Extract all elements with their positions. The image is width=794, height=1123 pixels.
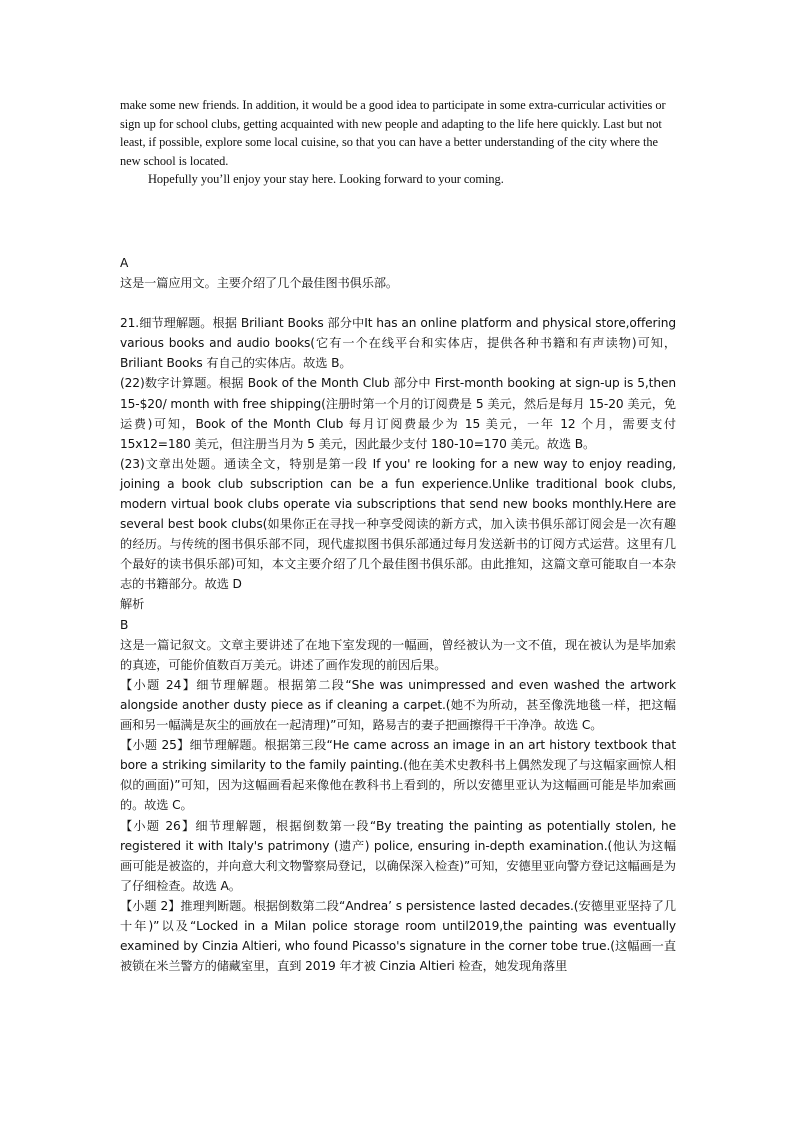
spacer (120, 293, 676, 313)
section-b-summary: 这是一篇记叙文。文章主要讲述了在地下室发现的一幅画，曾经被认为一文不值，现在被认为是毕加索的真迹，可能价值数百万美元。讲述了画作发现的前因后果。 (120, 637, 676, 672)
section-a-label: A (120, 255, 129, 270)
explanation-q23: (23)文章出处题。通读全文，特别是第一段 If you' re looking for a new way to enjoy reading, joining a book club subscription can be a fun experience.Unlike traditional book clubs, modern virtual book clubs operate via subscriptions that send new books monthly.Here are several best book clubs(如果你正在寻找一种享受阅读的新方式，加入读书俱乐部订阅会是一次有趣的经历。与传统的图书俱乐部不同，现代虚拟图书俱乐部通过每月发送新书的订阅方式运营。这里有几个最好的读书俱乐部)可知，本文主要介绍了几个最佳图书俱乐部。由此推知，这篇文章可能取自一本杂志的书籍部分。故选 D (120, 456, 676, 592)
section-a-summary: 这是一篇应用文。主要介绍了几个最佳图书俱乐部。 (120, 276, 399, 291)
section-b-label: B (120, 617, 129, 632)
document-body (120, 96, 676, 976)
letter-paragraph-1: make some new friends. In addition, it would be a good idea to participate in some extra-curricular activities or sign up for school clubs, getting acquainted with new people and adapting to the life here quickly. Last but not least, if possible, explore some local cuisine, so that you can have a better understanding of the city where the new school is located. (120, 98, 666, 168)
explanation-q27: 【小题 2】推理判断题。根据倒数第二段“Andrea’ s persistence lasted decades.(安德里亚坚持了几十年)”以及“Locked in a Milan police storage room until2019,the painting was eventually examined by Cinzia Altieri, who found Picasso's signature in the corner tobe true.(这幅画一直被锁在米兰警方的储藏室里，直到 2019 年才被 Cinzia Altieri 检查，她发现角落里 (120, 898, 676, 974)
explanation-q21: 21.细节理解题。根据 Briliant Books 部分中It has an online platform and physical store,offering various books and audio books(它有一个在线平台和实体店，提供各种书籍和有声读物)可知，Briliant Books 有自己的实体店。故选 B。 (120, 316, 676, 371)
explanation-q25: 【小题 25】细节理解题。根据第三段“He came across an image in an art history textbook that bore a striking similarity to the family painting.(他在美术史教科书上偶然发现了与这幅家画惊人相似的画面)”可知，因为这幅画看起来像他在教科书上看到的，所以安德里亚认为这幅画可能是毕加索画的。故选 C。 (120, 738, 676, 813)
explanation-q22: (22)数字计算题。根据 Book of the Month Club 部分中 First-month booking at sign-up is 5,then 15-$20/ month with free shipping(注册时第一个月的订阅费是 5 美元，然后是每月 15-20 美元，免运费)可知，Book of the Month Club 每月订阅费最少为 15 美元，一年 12 个月，需要支付 15x12=180 美元，但注册当月为 5 美元，因此最少支付 180-10=170 美元。故选 B。 (120, 376, 676, 451)
explanation-q24: 【小题 24】细节理解题。根据第二段“She was unimpressed and even washed the artwork alongside another dusty piece as if cleaning a carpet.(她不为所动，甚至像洗地毯一样，把这幅画和另一幅满是灰尘的画放在一起清理)”可知，路易吉的妻子把画擦得干干净净。故选 C。 (120, 677, 676, 733)
analysis-heading: 解析 (120, 597, 145, 612)
explanation-q26: 【小题 26】细节理解题，根据倒数第一段“By treating the painting as potentially stolen, he registered it with Italy's patrimony (遗产) police, ensuring in-depth examination.(他认为这幅画可能是被盗的，并向意大利文物警察局登记，以确保深入检查)”可知，安德里亚向警方登记这幅画是为了仔细检查。故选 A。 (120, 818, 676, 893)
letter-paragraph-2: Hopefully you’ll enjoy your stay here. Looking forward to your coming. (148, 172, 504, 187)
spacer (120, 189, 676, 253)
